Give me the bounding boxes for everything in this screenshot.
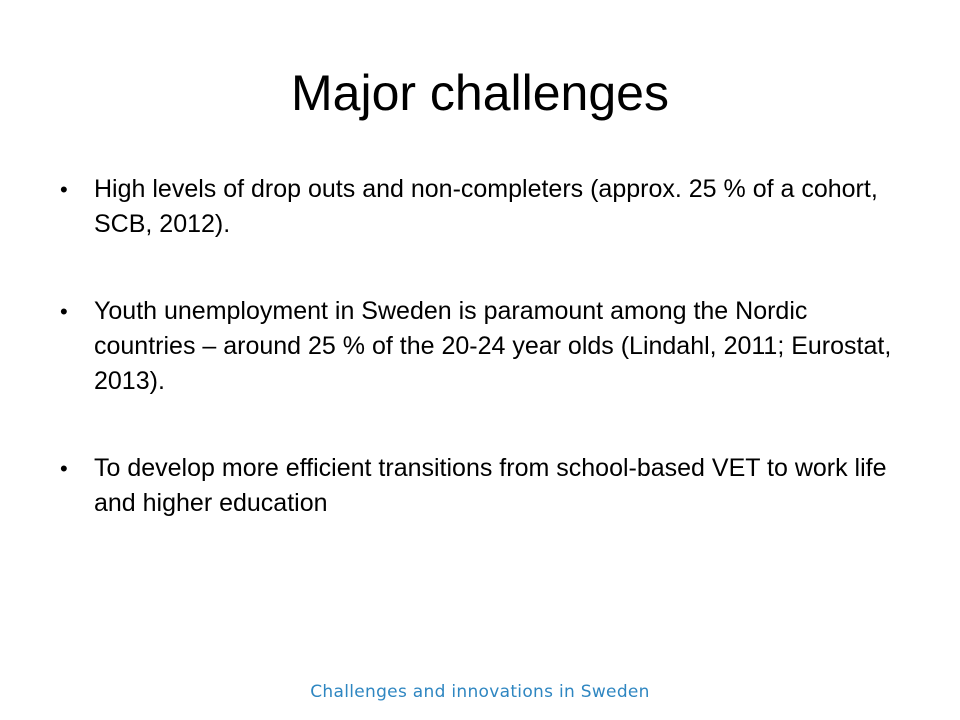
bullet-icon: • xyxy=(60,456,68,481)
slide-title: Major challenges xyxy=(291,65,669,121)
bullet-icon: • xyxy=(60,177,68,202)
bullet-list xyxy=(60,172,900,573)
bullet-icon: • xyxy=(60,299,68,324)
bullet-item xyxy=(60,294,900,399)
slide-footer: Challenges and innovations in Sweden xyxy=(310,682,650,702)
bullet-item xyxy=(60,451,900,521)
bullet-item xyxy=(60,172,900,242)
bullet-text: High levels of drop outs and non-completers (approx. 25 % of a cohort, SCB, 2012). xyxy=(94,175,878,238)
bullet-text: Youth unemployment in Sweden is paramount among the Nordic countries – around 25 % of the 20-24 year olds (Lindahl, 2011; Eurostat, 2013). xyxy=(94,297,892,395)
bullet-text: To develop more efficient transitions from school-based VET to work life and higher education xyxy=(94,454,887,517)
